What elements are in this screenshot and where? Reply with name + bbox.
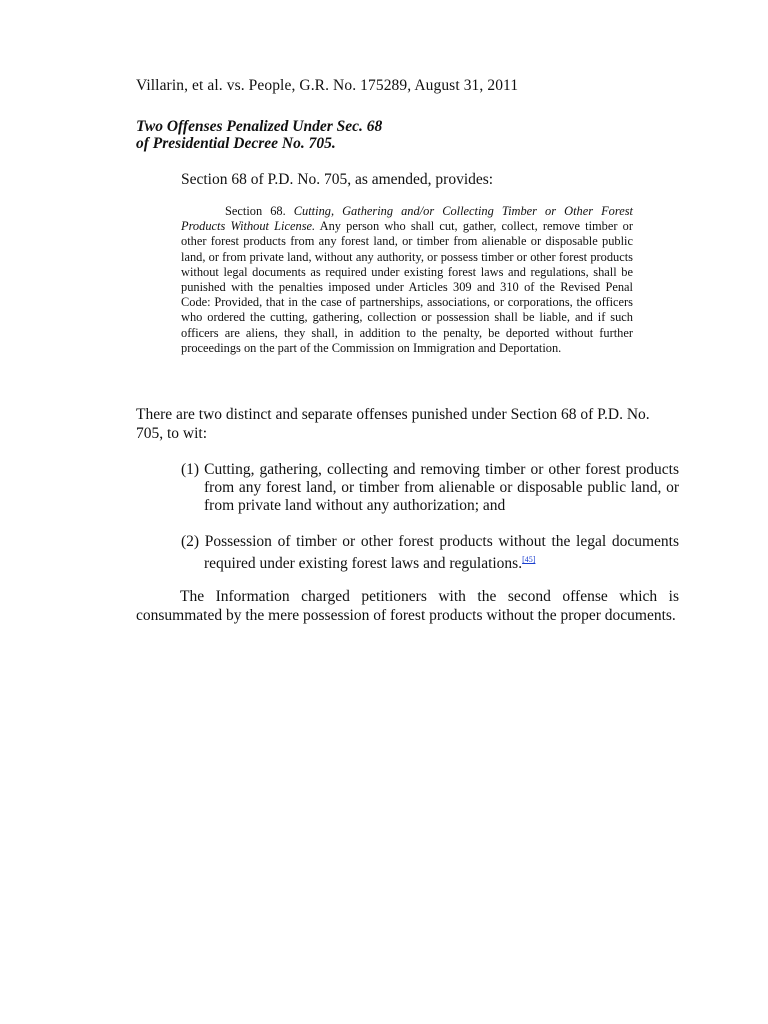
conclusion-paragraph: The Information charged petitioners with the second offense which is consummated by the mere possession of forest products without the proper documents.: [136, 588, 679, 624]
footnote-link[interactable]: [45]: [522, 555, 536, 565]
case-citation: Villarin, et al. vs. People, G.R. No. 175289, August 31, 2011: [136, 77, 519, 94]
heading-line-1: Two Offenses Penalized Under Sec. 68: [136, 118, 383, 135]
section-heading: [136, 118, 382, 152]
list-item-text: (2) Possession of timber or other forest products without the legal documents required under existing forest laws and regulations.: [181, 533, 679, 573]
intro-sentence: Section 68 of P.D. No. 705, as amended, provides:: [181, 171, 494, 188]
quote-section-text: Any person who shall cut, gather, collect, remove timber or other forest products from any forest land, or timber from alienable or disposable public land, or from private land, without any authority, or possess timber or other forest products without legal documents as required under existing forest laws and regulations, shall be punished with the penalties imposed under Articles 309 and 310 of the Revised Penal Code: Provided, that in the case of partnerships, associations, or corporations, the officers who ordered the cutting, gathering, collection or possession shall be liable, and if such officers are aliens, they shall, in addition to the penalty, be deported without further proceedings on the part of the Commission on Immigration and Deportation.: [181, 219, 633, 355]
list-item: [181, 533, 679, 573]
block-quote: [181, 204, 633, 356]
quote-section-title: Cutting, Gathering and/or Collecting Timber or Other Forest Products Without License.: [181, 204, 633, 234]
offenses-paragraph: There are two distinct and separate offenses punished under Section 68 of P.D. No. 705, to wit:: [136, 406, 650, 442]
quote-section-number: Section 68.: [225, 204, 286, 218]
heading-line-2: of Presidential Decree No. 705.: [136, 135, 336, 152]
list-item: (1) Cutting, gathering, collecting and removing timber or other forest products from any forest land, or timber from alienable or disposable public land, or from private land without any authorization; and: [181, 461, 679, 515]
